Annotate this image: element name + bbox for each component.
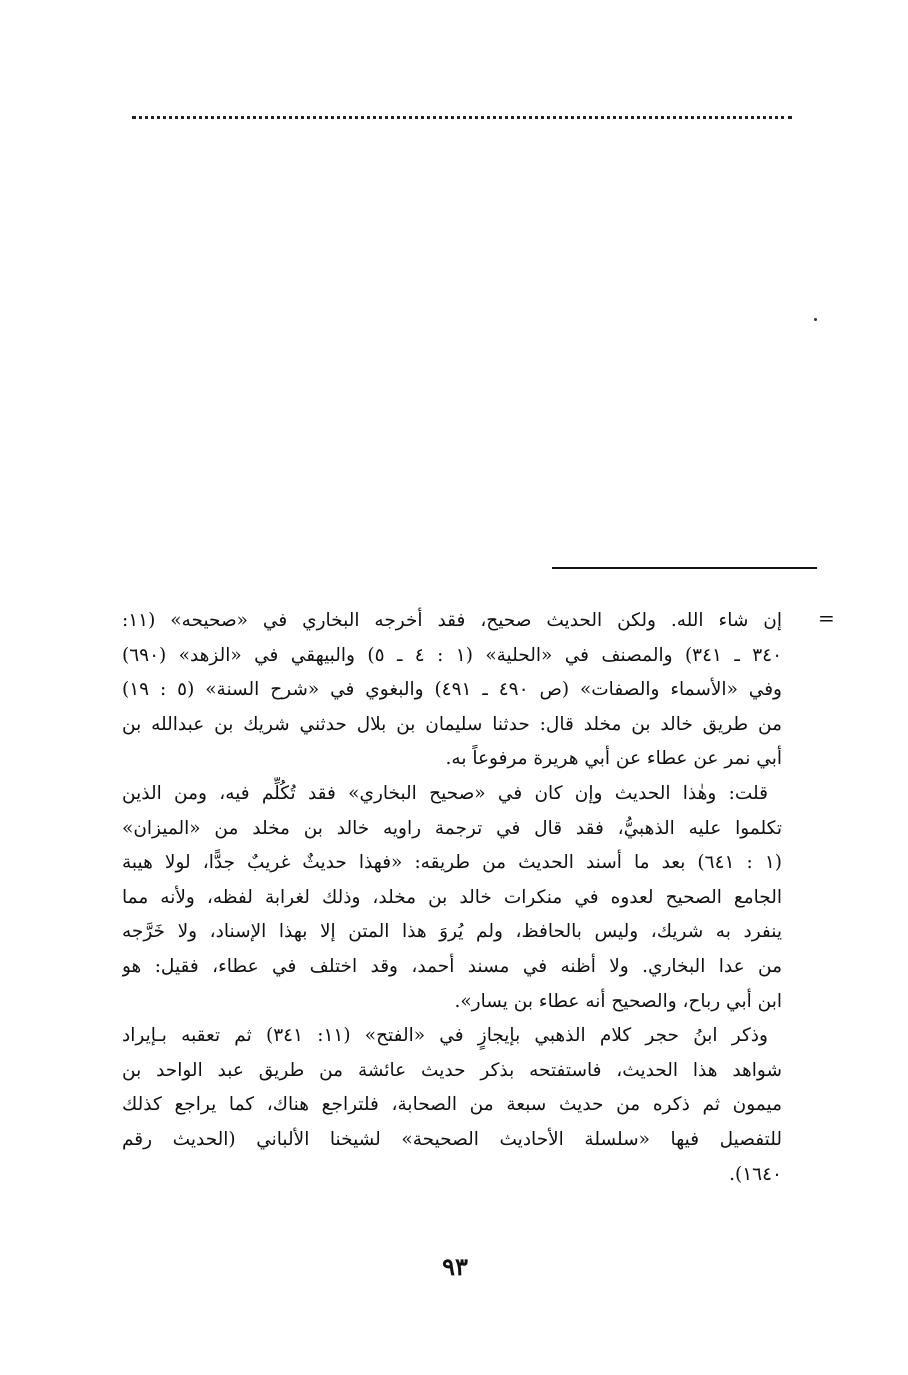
footnote-line: ٣٤٠ ـ ٣٤١) والمصنف في «الحلية» (١ : ٤ ـ ٥) والبيهقي في «الزهد» (٦٩٠) [122,644,782,666]
page-number: ٩٣ [442,1252,468,1281]
footnote-line: من طريق خالد بن مخلد قال: حدثنا سليمان بن بلال حدثني شريك بن عبدالله بن [122,713,782,735]
footnote-line: للتفصيل فيها «سلسلة الأحاديث الصحيحة» لشيخنا الألباني (الحديث رقم [122,1128,782,1150]
footnote-line: قلت: وهٰذا الحديث وإن كان في «صحيح البخاري» فقد تُكُلِّم فيه، ومن الذين [122,782,768,804]
footnote-line: (١ : ٦٤١) بعد ما أسند الحديث من طريقه: «فهذا حديثٌ غريبٌ جدًّا، لولا هيبة [122,852,782,874]
footnote-line: وفي «الأسماء والصفات» (ص ٤٩٠ ـ ٤٩١) والبغوي في «شرح السنة» (٥ : ١٩) [122,679,782,701]
continuation-mark: = [818,606,835,630]
dotted-separator [132,116,792,119]
footnote-line: ينفرد به شريك، وليس بالحافظ، ولم يُروَ هذا المتن إلا بهذا الإسناد، ولا خَرَّجه [122,921,782,943]
footnote-line: أبي نمر عن عطاء عن أبي هريرة مرفوعاً به. [445,748,782,770]
footnote-text [122,604,782,1192]
footnote-line: تكلموا عليه الذهبيُّ، فقد قال في ترجمة راويه خالد بن مخلد من «الميزان» [122,817,782,839]
footnote-line: من عدا البخاري. ولا أظنه في مسند أحمد، وقد اختلف في عطاء، فقيل: هو [122,955,782,977]
footnote-line: إن شاء الله. ولكن الحديث صحيح، فقد أخرجه البخاري في «صحيحه» (١١: [122,610,782,631]
footnote-line: ١٦٤٠). [729,1163,782,1185]
footnote-separator-rule [552,567,817,569]
scan-speck [814,318,817,321]
footnote-line: ميمون ثم ذكره من حديث سبعة من الصحابة، فلتراجع هناك، كما يراجع كذلك [122,1094,782,1116]
footnote-line: ابن أبي رباح، والصحيح أنه عطاء بن يسار». [454,990,782,1012]
footnote-line: وذكر ابنُ حجر كلام الذهبي بإيجازٍ في «الفتح» (١١: ٣٤١) ثم تعقبه بـإيراد [122,1025,768,1047]
footnote-line: الجامع الصحيح لعدوه في منكرات خالد بن مخلد، وذلك لغرابة لفظه، ولأنه مما [122,886,782,908]
footnote-line: شواهد هذا الحديث، فاستفتحه بذكر حديث عائشة من طريق عبد الواحد بن [122,1059,782,1081]
